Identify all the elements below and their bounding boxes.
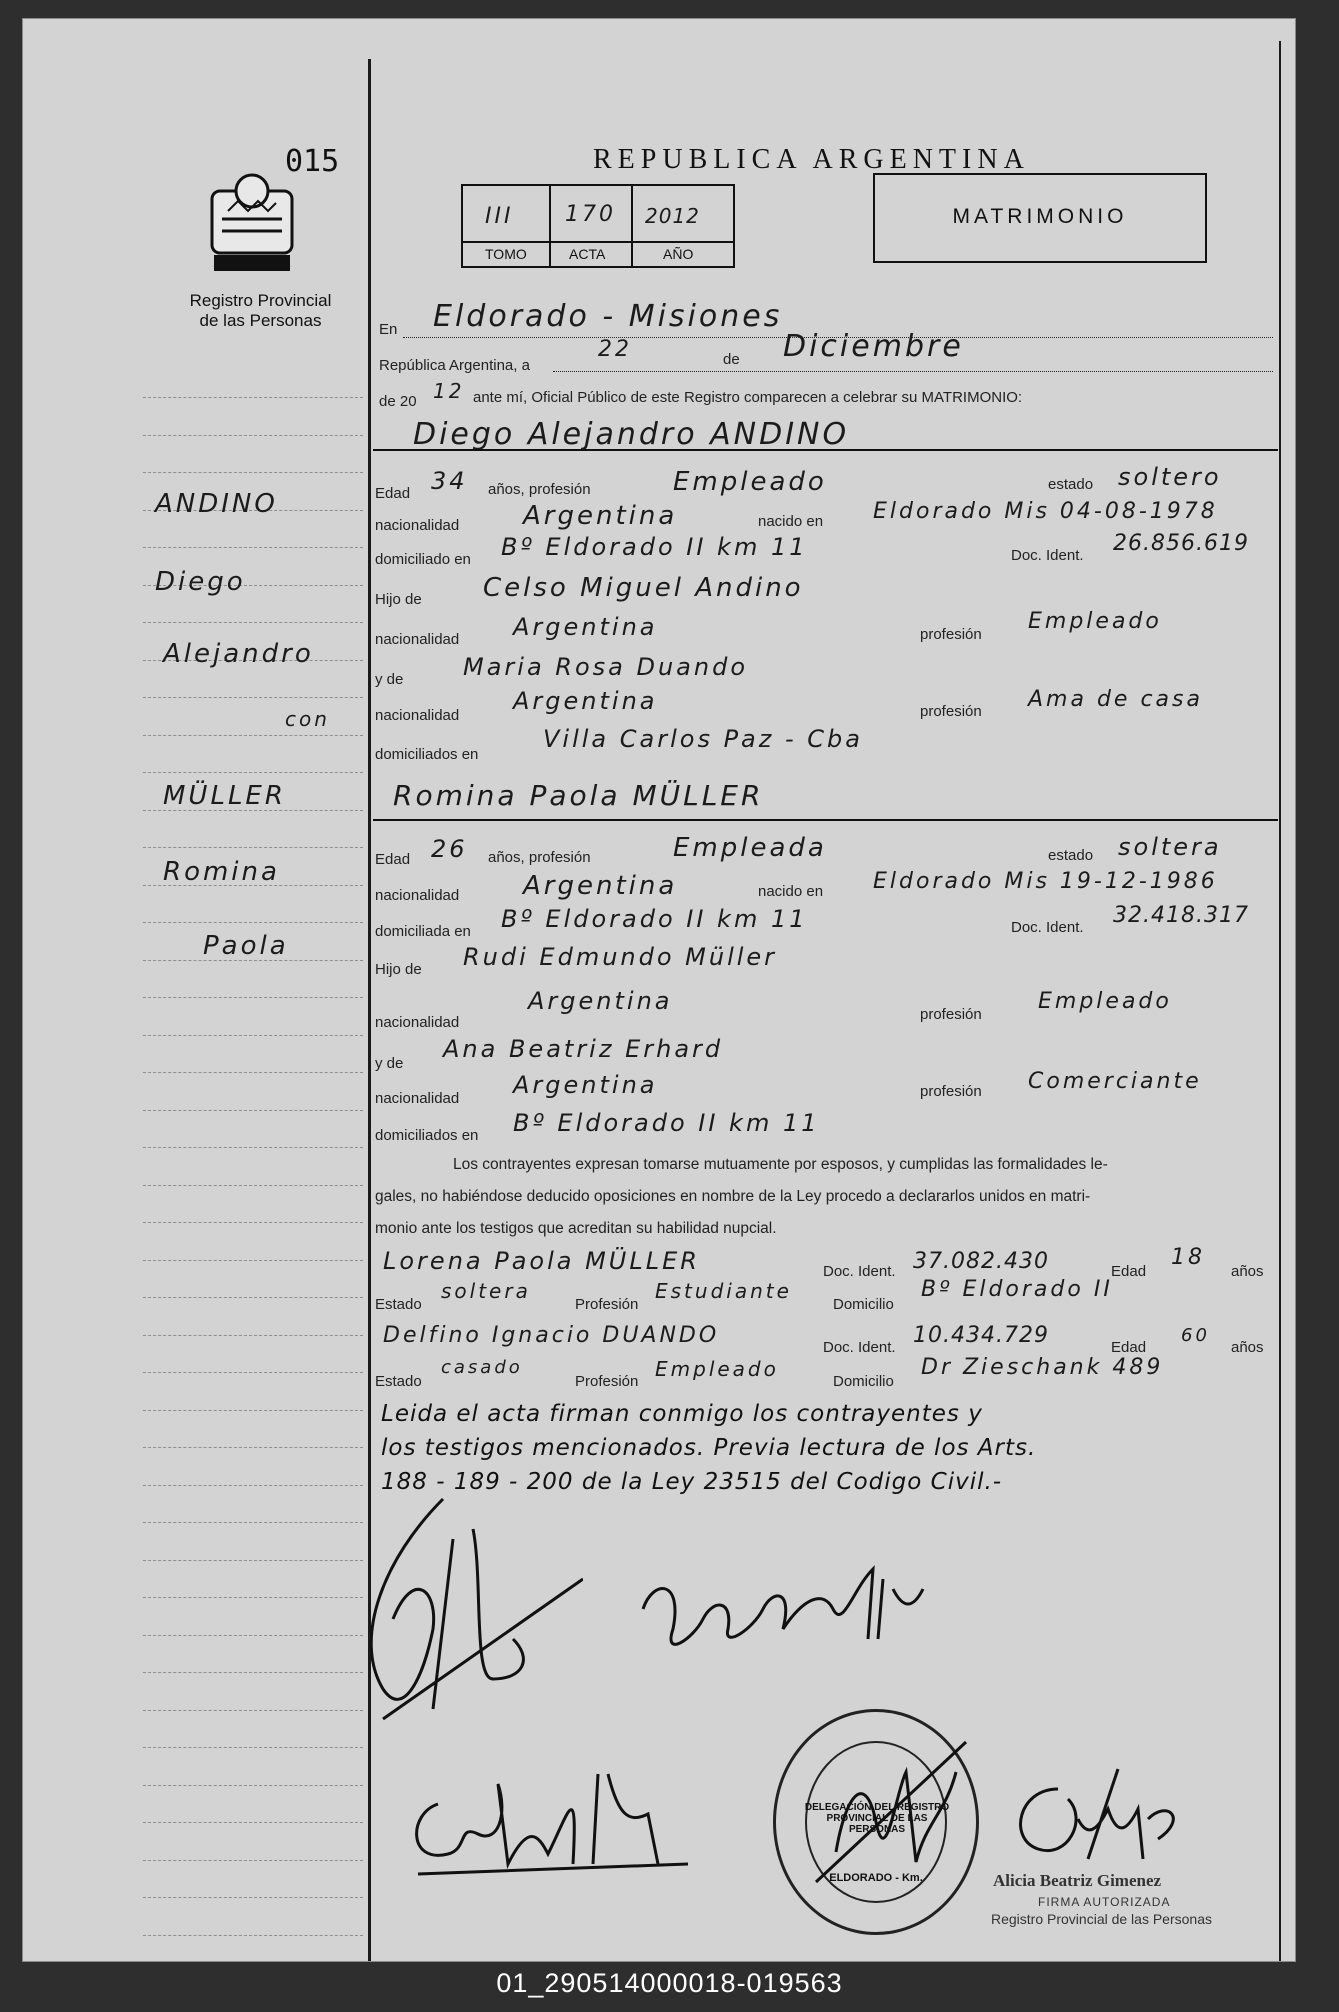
record-type-box [873,173,1207,263]
record-type: MATRIMONIO [952,205,1128,228]
groom-mother: Maria Rosa Duando [463,653,749,681]
witness1-status: soltera [441,1279,531,1303]
ruled-line [143,922,363,923]
ruled-line [143,1110,363,1111]
bride-status: soltera [1118,833,1222,861]
declaration-text: Los contrayentes expresan tomarse mutuamente por esposos, y cumplidas las formalidades le- gales, no habiéndose deducido oposiciones en nombre de la Ley procedo a declararlos unidos en matri- monio ante los testigos que acreditan su habilidad nupcial. [375,1156,1108,1237]
bride-father-profession: Empleado [1038,989,1172,1014]
registry-name: Registro Provincial de las Personas [189,291,332,330]
groom-mother-nationality: Argentina [513,687,658,715]
ruled-line [143,435,363,436]
bride-nationality: Argentina [523,871,678,901]
country-title: REPUBLICA ARGENTINA [593,144,1030,175]
bride-mother-profession: Comerciante [1028,1069,1202,1094]
ruled-line [143,1822,363,1823]
ruled-line [143,1372,363,1373]
signature-bride [633,1549,933,1669]
marriage-month: Diciembre [783,329,964,364]
margin-name: ANDINO [155,489,278,519]
witness1-doc: 37.082.430 [913,1249,1049,1274]
ruled-line [143,1410,363,1411]
bride-address: Bº Eldorado II km 11 [501,905,808,933]
ruled-line [143,1035,363,1036]
ruled-line [143,997,363,998]
groom-age: 34 [431,467,468,495]
witness2-age: 60 [1181,1325,1210,1346]
groom-full-name: Diego Alejandro ANDINO [413,417,850,452]
right-border [1279,41,1281,1961]
groom-parents-address: Villa Carlos Paz - Cba [543,725,863,753]
groom-profession: Empleado [673,467,827,497]
witness2-address: Dr Zieschank 489 [921,1355,1164,1380]
seal-text: DELEGACIÓN DEL REGISTRO PROVINCIAL DE LAS PERSONAS [804,1802,950,1835]
bride-profession: Empleada [673,833,827,863]
ruled-line [143,1747,363,1748]
official-role: FIRMA AUTORIZADA [1038,1895,1171,1909]
groom-father-profession: Empleado [1028,609,1162,634]
ano-value: 2012 [645,204,700,228]
ruled-line [143,697,363,698]
groom-nationality: Argentina [523,501,678,531]
ruled-line [143,735,363,736]
bride-mother-nationality: Argentina [513,1071,658,1099]
tomo-acta-ano-box [461,184,735,268]
margin-name: con [285,707,330,731]
signature-groom [323,1479,583,1739]
marriage-day: 22 [598,337,632,362]
groom-father: Celso Miguel Andino [483,573,804,603]
witness1-profession: Estudiante [655,1279,792,1303]
folio-number: 015 [285,144,340,179]
marriage-year: 12 [433,379,465,403]
closing-text: Leida el acta firman conmigo los contrayentes y los testigos mencionados. Previa lectura de los Arts. 188 - 189 - 200 de la Ley 23515 del Codigo Civil.- [381,1401,1037,1495]
margin-name: Paola [203,931,289,961]
margin-name: Diego [155,567,246,597]
marriage-place: Eldorado - Misiones [433,299,783,334]
bride-doc: 32.418.317 [1113,903,1249,928]
bride-mother: Ana Beatriz Erhard [443,1035,724,1063]
tomo-value: III [485,204,514,229]
official-seal [773,1709,979,1935]
groom-mother-profession: Ama de casa [1028,687,1203,712]
ruled-line [143,1297,363,1298]
groom-father-nationality: Argentina [513,613,658,641]
margin-name: Alejandro [163,639,314,669]
document-id: 01_290514000018-019563 [496,1968,843,1998]
groom-birth: Eldorado Mis 04-08-1978 [873,499,1218,524]
witness2-doc: 10.434.729 [913,1323,1049,1348]
ruled-line [143,397,363,398]
ruled-line [143,1785,363,1786]
witness1-address: Bº Eldorado II [921,1277,1113,1302]
bride-age: 26 [431,835,468,863]
ruled-line [143,847,363,848]
bride-parents-address: Bº Eldorado II km 11 [513,1109,820,1137]
ruled-line [143,1222,363,1223]
ruled-line [143,772,363,773]
seal-place: ELDORADO - Km. [829,1872,923,1884]
ruled-line [143,1860,363,1861]
ruled-line [143,1147,363,1148]
groom-doc: 26.856.619 [1113,531,1249,556]
ruled-line [143,622,363,623]
witness2-name: Delfino Ignacio DUANDO [383,1323,720,1348]
ruled-line [143,1185,363,1186]
ruled-line [143,1072,363,1073]
bride-father: Rudi Edmundo Müller [463,943,778,971]
ano-label: AÑO [663,246,694,262]
document-page: 015 Registro Provincial de las Personas REPUBLICA ARGENTINA III 170 2012 TOMO ACTA AÑO MATRIMONIO En Eldorado - Misiones República Argentina, a 22 de Diciembre de 20 12 ante mí, Oficial Público de este Registro comparecen a celebrar su MATRIMONIO: Diego Alejandro ANDINO ANDINO Diego Alejandro con MÜLLER Romina Paola Edad 34 años, profesión Empleado estado soltero nacionalidad Argentina nacido en Eldorado Mis 04-08-1978 domiciliado en Bº Eldorado II km 11 Doc. Ident. 26.856.619 Hijo de Celso Miguel Andino nacionalidad Argentina profesión Empleado y de Maria Rosa Duando nacionalidad Argentina profesión Ama de casa domiciliados en Villa Carlos Paz - Cba Romina Paola MÜLLER Edad 26 años, profesión Empleada estado soltera nacionalidad Argentina nacido en Eldorado Mis 19-12-1986 domiciliada en Bº Eldorado II km 11 Doc. Ident. 32.418.317 Hijo de Rudi Edmundo Müller nacionalidad Argentina profesión Empleado y de Ana Beatriz Erhard nacionalidad Argentina profesión Comerciante domiciliados en Bº Eldorado II km 11 Los contrayentes expresan tomarse mutuamente por esposos, y cumplidas las formalidades le- gales, no habiéndose deducido oposiciones en nombre de la Ley procedo a declararlos unidos en matri- monio ante los testigos que acreditan su habilidad nupcial. Lorena Paola MÜLLER Doc. Ident. 37.082.430 Edad 18 años Estado soltera Profesión Estudiante Domicilio Bº Eldorado II Delfino Ignacio DUANDO Doc. Ident. 10.434.729 Edad 60 años Estado casado Profesión Empleado Domicilio Dr Zieschank 489 Leida el acta firman conmigo los contrayentes y los testigos mencionados. Previa lectura de los Arts. 188 - 189 - 200 de la Ley 23515 del Codigo Civil.- DELEGACIÓN DEL REGISTRO PROVINCIAL DE LAS PERSONAS ELDORADO - Km. Alicia Beatriz Gimenez FIRMA AUTORIZADA Registro Provincial de las Personas [22,18,1296,1962]
groom-address: Bº Eldorado II km 11 [501,533,808,561]
acta-label: ACTA [569,246,606,262]
ruled-line [143,1897,363,1898]
ruled-line [143,1447,363,1448]
margin-name: MÜLLER [163,781,286,811]
ruled-line [143,1335,363,1336]
tomo-label: TOMO [485,246,527,262]
ruled-line [143,472,363,473]
groom-status: soltero [1118,463,1222,491]
official-office: Registro Provincial de las Personas [991,1911,1212,1927]
signature-witness1 [398,1754,698,1894]
ruled-line [143,1260,363,1261]
witness1-name: Lorena Paola MÜLLER [383,1247,700,1275]
witness2-profession: Empleado [655,1357,779,1381]
province-seal [208,171,296,275]
ruled-line [143,1935,363,1936]
bride-full-name: Romina Paola MÜLLER [393,779,764,812]
witness2-status: casado [441,1357,523,1378]
signature-official [998,1759,1198,1869]
witness1-age: 18 [1171,1245,1205,1270]
margin-name: Romina [163,857,280,887]
official-name: Alicia Beatriz Gimenez [993,1871,1162,1890]
bride-father-nationality: Argentina [528,987,673,1015]
signature-witness2 [796,1732,976,1902]
bride-birth: Eldorado Mis 19-12-1986 [873,869,1218,894]
acta-value: 170 [565,202,616,227]
ruled-line [143,547,363,548]
